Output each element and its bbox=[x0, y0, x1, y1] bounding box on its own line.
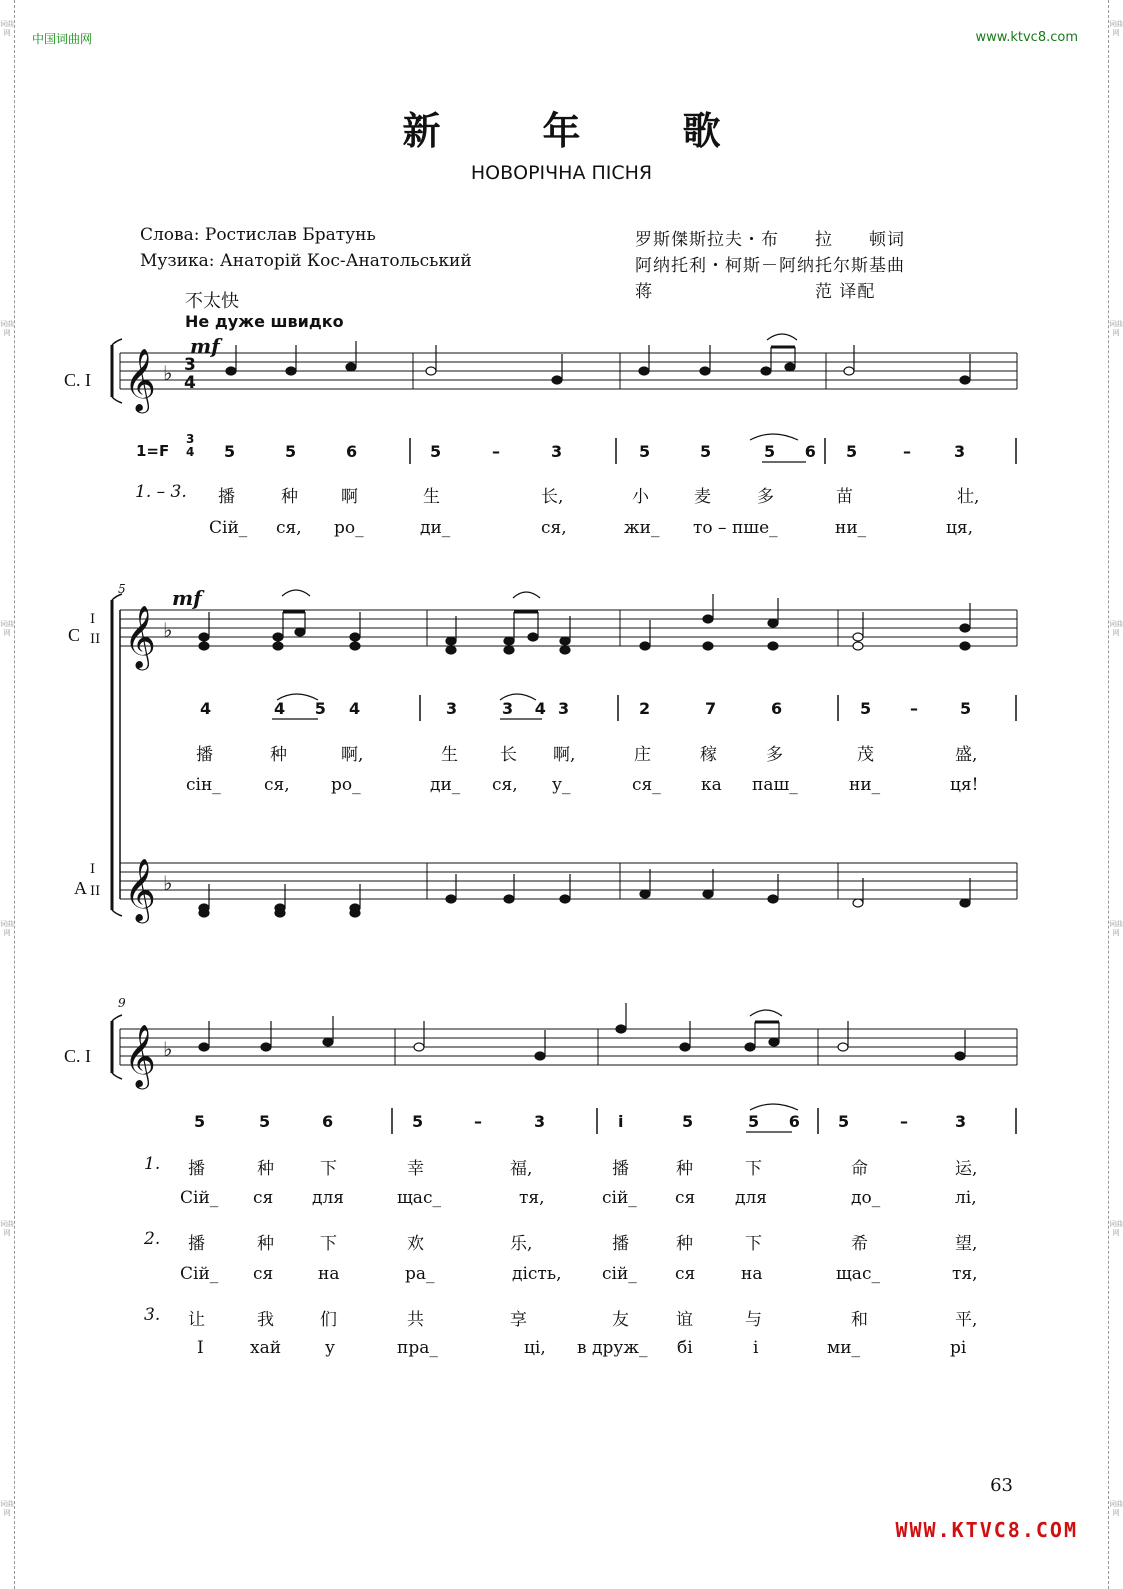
key-signature: 1=F bbox=[136, 442, 170, 460]
jianpu-note: 5 bbox=[430, 442, 442, 461]
lyric-ua: ця, bbox=[946, 518, 974, 538]
lyric-ua: ся bbox=[675, 1264, 696, 1284]
title-char: 年 bbox=[542, 108, 581, 153]
lyric-cn: 播 bbox=[196, 745, 213, 765]
lyric-ua: ця! bbox=[950, 775, 979, 795]
jianpu-note: 3 bbox=[558, 699, 570, 718]
site-name: 中国词曲网 bbox=[32, 32, 93, 46]
lyric-ua: ся bbox=[253, 1188, 274, 1208]
song-subtitle: НОВОРІЧНА ПІСНЯ bbox=[470, 162, 653, 184]
jianpu-note: 6 bbox=[322, 1112, 334, 1131]
flat-icon: ♭ bbox=[163, 618, 173, 642]
lyric-cn: 长 bbox=[500, 745, 517, 765]
lyric-ua: ці, bbox=[524, 1338, 546, 1358]
treble-clef-icon: 𝄞 bbox=[124, 605, 156, 668]
lyric-ua: ди_ bbox=[430, 775, 461, 795]
side-watermark-text: 词曲网 bbox=[1109, 920, 1123, 937]
flat-icon: ♭ bbox=[163, 361, 173, 385]
lyric-ua: ка bbox=[701, 775, 722, 795]
jianpu-note: 2 bbox=[639, 699, 651, 718]
lyric-cn: 下 bbox=[320, 1159, 337, 1179]
measure-number: 5 bbox=[118, 582, 126, 596]
lyric-ua: рі bbox=[950, 1338, 967, 1358]
staff-system-2-lower bbox=[120, 863, 1017, 899]
jianpu-note: – bbox=[903, 442, 911, 461]
jianpu-time-bottom: 4 bbox=[186, 445, 195, 459]
lyric-ua: в друж_ bbox=[577, 1338, 648, 1358]
lyric-cn: 运, bbox=[955, 1159, 978, 1179]
side-watermark-text: 词曲网 bbox=[1109, 620, 1123, 637]
jianpu-note: 6 bbox=[771, 699, 783, 718]
treble-clef-icon: 𝄞 bbox=[124, 858, 156, 921]
lyric-ua: хай bbox=[250, 1338, 282, 1358]
lyric-ua: сін_ bbox=[186, 775, 221, 795]
lyricist-ua: Слова: Ростислав Братунь bbox=[140, 225, 376, 245]
side-watermark-text: 词曲网 bbox=[0, 1500, 14, 1517]
lyric-cn: 多 bbox=[766, 745, 783, 765]
tempo-cn: 不太快 bbox=[185, 291, 239, 312]
jianpu-note: i bbox=[618, 1112, 624, 1131]
lyric-cn: 庄 bbox=[634, 745, 651, 765]
lyric-cn: 我 bbox=[257, 1310, 274, 1330]
lyric-cn: 和 bbox=[851, 1310, 868, 1330]
lyric-ua: ра_ bbox=[405, 1264, 435, 1284]
lyric-cn: 啊 bbox=[341, 487, 358, 507]
footer-url[interactable]: WWW.KTVC8.COM bbox=[895, 1518, 1078, 1542]
lyric-cn: 小 bbox=[632, 487, 649, 507]
part-label-i: I bbox=[90, 862, 96, 877]
lyric-cn: 共 bbox=[407, 1310, 424, 1330]
lyric-cn: 享 bbox=[510, 1310, 527, 1330]
lyric-ua: ро_ bbox=[331, 775, 361, 795]
side-watermark-text: 词曲网 bbox=[1109, 20, 1123, 37]
title-char: 歌 bbox=[682, 108, 721, 153]
lyric-cn: 种 bbox=[270, 745, 287, 765]
lyric-cn: 多 bbox=[757, 487, 774, 507]
lyric-ua: ся bbox=[253, 1264, 274, 1284]
jianpu-note: 4 bbox=[200, 699, 212, 718]
lyric-cn: 生 bbox=[423, 487, 440, 507]
jianpu-note: – bbox=[474, 1112, 482, 1131]
lyric-ua: ни_ bbox=[835, 518, 867, 538]
jianpu-note: 5 bbox=[860, 699, 872, 718]
lyric-cn: 苗 bbox=[836, 487, 853, 507]
page-number: 63 bbox=[990, 1475, 1013, 1496]
lyric-cn: 啊, bbox=[341, 745, 364, 765]
jianpu-note: 5 bbox=[838, 1112, 850, 1131]
lyric-cn: 命 bbox=[851, 1159, 868, 1179]
lyric-ua: на bbox=[318, 1264, 340, 1284]
lyric-cn: 播 bbox=[188, 1159, 205, 1179]
jianpu-note: 5 bbox=[194, 1112, 206, 1131]
jianpu-note: 3 4 bbox=[502, 699, 554, 718]
lyric-cn: 茂 bbox=[857, 745, 874, 765]
jianpu-note: 4 5 bbox=[274, 699, 338, 718]
notes-system-3 bbox=[199, 1003, 965, 1060]
lyric-ua: у bbox=[325, 1338, 336, 1358]
jianpu-note: 5 bbox=[259, 1112, 271, 1131]
lyric-ua: щас_ bbox=[397, 1188, 441, 1208]
jianpu-note: 7 bbox=[705, 699, 717, 718]
lyric-ua: пра_ bbox=[397, 1338, 438, 1358]
notes-system-2-lower bbox=[199, 869, 970, 917]
translator-cn: 蒋 范 译配 bbox=[635, 282, 876, 302]
lyric-ua: щас_ bbox=[836, 1264, 880, 1284]
lyric-cn: 乐, bbox=[510, 1234, 533, 1254]
lyric-cn: 麦 bbox=[694, 487, 711, 507]
jianpu-note: 5 bbox=[639, 442, 651, 461]
lyric-ua: Сій_ bbox=[180, 1188, 219, 1208]
time-sig-top: 3 bbox=[184, 355, 196, 375]
side-watermark-text: 词曲网 bbox=[0, 620, 14, 637]
lyric-ua: сій_ bbox=[602, 1264, 637, 1284]
lyric-cn: 希 bbox=[851, 1234, 868, 1254]
staff-system-1 bbox=[120, 353, 1017, 389]
lyric-cn: 啊, bbox=[553, 745, 576, 765]
lyric-cn: 让 bbox=[188, 1310, 205, 1330]
lyric-cn: 壮, bbox=[957, 487, 980, 507]
part-label-ci: C. I bbox=[64, 370, 91, 390]
jianpu-time-top: 3 bbox=[186, 432, 195, 446]
verse-number: 1. bbox=[144, 1154, 161, 1174]
lyric-cn: 平, bbox=[955, 1310, 978, 1330]
side-watermark-text: 词曲网 bbox=[0, 20, 14, 37]
lyric-cn: 福, bbox=[510, 1159, 533, 1179]
side-watermark-text: 词曲网 bbox=[0, 1220, 14, 1237]
lyric-cn: 们 bbox=[320, 1310, 337, 1330]
lyric-ua: то – пше_ bbox=[693, 518, 778, 538]
lyric-ua: ни_ bbox=[849, 775, 881, 795]
jianpu-note: 5 6 bbox=[764, 442, 828, 461]
lyric-cn: 幸 bbox=[407, 1159, 424, 1179]
jianpu-note: 5 bbox=[224, 442, 236, 461]
lyric-ua: ся, bbox=[276, 518, 302, 538]
composer-ua: Музика: Анаторій Кос-Анатольський bbox=[140, 251, 472, 271]
staff-system-3 bbox=[120, 1029, 1017, 1065]
lyric-ua: тя, bbox=[952, 1264, 978, 1284]
lyric-cn: 谊 bbox=[676, 1310, 693, 1330]
jianpu-note: 5 bbox=[285, 442, 297, 461]
lyric-cn: 长, bbox=[541, 487, 564, 507]
side-watermark-text: 词曲网 bbox=[0, 920, 14, 937]
jianpu-note: – bbox=[492, 442, 500, 461]
jianpu-note: 6 bbox=[346, 442, 358, 461]
measure-number: 9 bbox=[118, 996, 126, 1010]
lyric-cn: 下 bbox=[320, 1234, 337, 1254]
jianpu-note: 3 bbox=[534, 1112, 546, 1131]
lyric-ua: лі, bbox=[955, 1188, 977, 1208]
lyric-cn: 欢 bbox=[407, 1234, 424, 1254]
lyric-cn: 盛, bbox=[955, 745, 978, 765]
lyric-ua: ся, bbox=[264, 775, 290, 795]
lyric-cn: 种 bbox=[257, 1159, 274, 1179]
lyric-ua: паш_ bbox=[752, 775, 798, 795]
notes-system-2-upper bbox=[199, 594, 970, 654]
lyric-cn: 与 bbox=[745, 1310, 762, 1330]
part-label-ii: II bbox=[90, 884, 101, 899]
lyric-cn: 稼 bbox=[700, 745, 717, 765]
part-label-ci: C. I bbox=[64, 1046, 91, 1066]
side-watermark-text: 词曲网 bbox=[0, 320, 14, 337]
jianpu-note: 5 bbox=[960, 699, 972, 718]
lyric-ua: ся bbox=[675, 1188, 696, 1208]
lyric-cn: 生 bbox=[441, 745, 458, 765]
composer-cn: 阿纳托利・柯斯－阿纳托尔斯基曲 bbox=[635, 256, 905, 276]
lyric-ua: жи_ bbox=[624, 518, 660, 538]
lyric-ua: для bbox=[735, 1188, 767, 1208]
lyric-ua: ся, bbox=[541, 518, 567, 538]
jianpu-note: 3 bbox=[446, 699, 458, 718]
treble-clef-icon: 𝄞 bbox=[124, 1024, 156, 1087]
lyricist-cn: 罗斯傑斯拉夫・布 拉 顿词 bbox=[635, 230, 905, 250]
dynamic-mark: mf bbox=[172, 586, 202, 610]
lyric-cn: 种 bbox=[676, 1159, 693, 1179]
title-char: 新 bbox=[402, 108, 441, 153]
lyric-cn: 种 bbox=[281, 487, 298, 507]
lyric-cn: 播 bbox=[218, 487, 235, 507]
verse-number: 3. bbox=[144, 1305, 161, 1325]
lyric-cn: 播 bbox=[188, 1234, 205, 1254]
side-watermark-text: 词曲网 bbox=[1109, 320, 1123, 337]
lyric-ua: ро_ bbox=[334, 518, 364, 538]
lyric-cn: 种 bbox=[257, 1234, 274, 1254]
part-label-i: I bbox=[90, 612, 96, 627]
dynamic-mark: mf bbox=[190, 334, 220, 358]
jianpu-note: 3 bbox=[955, 1112, 967, 1131]
lyric-cn: 种 bbox=[676, 1234, 693, 1254]
jianpu-note: 4 bbox=[349, 699, 361, 718]
treble-clef-icon: 𝄞 bbox=[124, 348, 156, 411]
lyric-ua: тя, bbox=[519, 1188, 545, 1208]
jianpu-note: 5 bbox=[412, 1112, 424, 1131]
lyric-ua: ди_ bbox=[420, 518, 451, 538]
lyric-ua: бі bbox=[677, 1338, 693, 1358]
lyric-ua: для bbox=[312, 1188, 344, 1208]
jianpu-note: 5 bbox=[700, 442, 712, 461]
jianpu-note: 5 bbox=[846, 442, 858, 461]
lyric-ua: на bbox=[741, 1264, 763, 1284]
part-label-ii: II bbox=[90, 632, 101, 647]
jianpu-note: 5 bbox=[682, 1112, 694, 1131]
side-watermark-text: 词曲网 bbox=[1109, 1220, 1123, 1237]
lyric-cn: 望, bbox=[955, 1234, 978, 1254]
lyric-ua: ми_ bbox=[827, 1338, 861, 1358]
lyric-cn: 下 bbox=[745, 1159, 762, 1179]
verse-number: 2. bbox=[144, 1229, 161, 1249]
lyric-ua: І bbox=[197, 1338, 204, 1358]
lyric-cn: 播 bbox=[612, 1234, 629, 1254]
jianpu-note: – bbox=[910, 699, 918, 718]
site-url[interactable]: www.ktvc8.com bbox=[975, 30, 1078, 45]
flat-icon: ♭ bbox=[163, 1037, 173, 1061]
lyric-ua: ся_ bbox=[632, 775, 661, 795]
jianpu-note: 3 bbox=[551, 442, 563, 461]
time-sig-bottom: 4 bbox=[184, 373, 196, 393]
lyric-cn: 友 bbox=[612, 1310, 629, 1330]
lyric-ua: ся, bbox=[492, 775, 518, 795]
lyric-ua: і bbox=[753, 1338, 759, 1358]
lyric-cn: 下 bbox=[745, 1234, 762, 1254]
jianpu-note: – bbox=[900, 1112, 908, 1131]
part-label-c: C bbox=[68, 625, 81, 645]
tempo-ua: Не дуже швидко bbox=[185, 312, 344, 331]
lyric-ua: у_ bbox=[552, 775, 571, 795]
jianpu-note: 3 bbox=[954, 442, 966, 461]
part-label-a: A bbox=[74, 878, 87, 898]
side-watermark-text: 词曲网 bbox=[1109, 1500, 1123, 1517]
jianpu-note: 5 6 bbox=[748, 1112, 812, 1131]
verse-number: 1. – 3. bbox=[135, 482, 187, 502]
lyric-cn: 播 bbox=[612, 1159, 629, 1179]
lyric-ua: Сій_ bbox=[180, 1264, 219, 1284]
lyric-ua: Сій_ bbox=[209, 518, 248, 538]
lyric-ua: до_ bbox=[851, 1188, 881, 1208]
flat-icon: ♭ bbox=[163, 871, 173, 895]
lyric-ua: сій_ bbox=[602, 1188, 637, 1208]
lyric-ua: дість, bbox=[512, 1264, 562, 1284]
